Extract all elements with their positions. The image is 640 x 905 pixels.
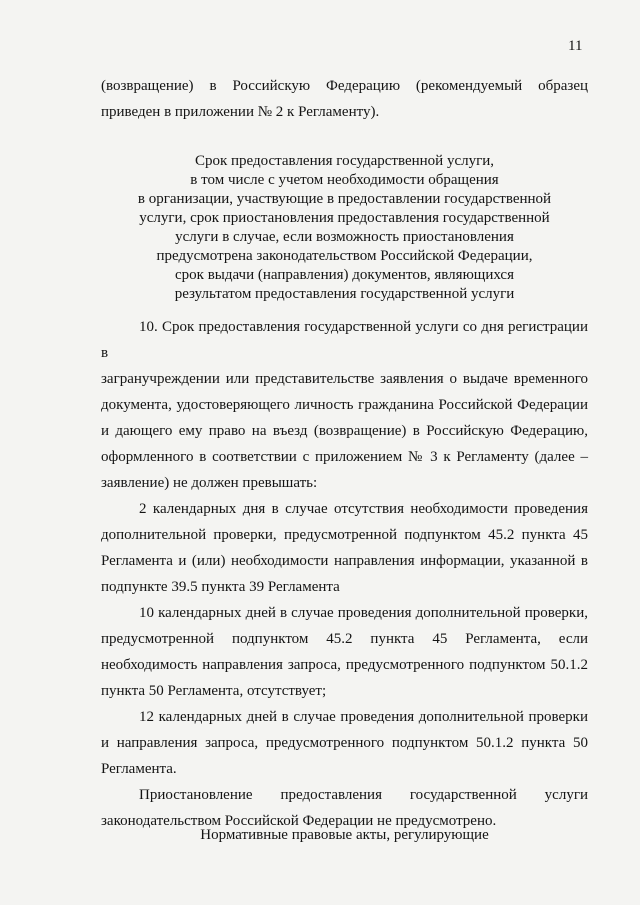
paragraph-line: 2 календарных дня в случае отсутствия необходимости проведения: [139, 501, 588, 517]
intro-text: [101, 73, 588, 125]
heading-line: услуги в случае, если возможность приостановления: [175, 229, 514, 245]
next-section-heading: Нормативные правовые акты, регулирующие: [200, 827, 489, 843]
paragraph-12-days: [101, 704, 588, 782]
paragraph-line: 12 календарных дней в случае проведения дополнительной проверки: [139, 709, 588, 725]
paragraph-line: заявление) не должен превышать:: [101, 475, 318, 491]
heading-line: услуги, срок приостановления предоставления государственной: [139, 210, 550, 226]
paragraph-10-days: [101, 600, 588, 704]
paragraph-line: и дающего ему право на въезд (возвращение) в Российскую Федерацию,: [101, 423, 588, 439]
paragraph-line: и направления запроса, предусмотренного подпунктом 50.1.2 пункта 50: [101, 735, 588, 751]
page-number: 11: [568, 38, 583, 54]
intro-line: приведен в приложении № 2 к Регламенту).: [101, 104, 380, 120]
heading-line: результатом предоставления государственной услуги: [174, 286, 515, 302]
heading-line: в организации, участвующие в предоставлении государственной: [137, 191, 552, 207]
paragraph-line: предусмотренной подпунктом 45.2 пункта 45 Регламента, если: [101, 631, 588, 647]
paragraph-line: Регламента.: [101, 761, 177, 777]
paragraph-2-days: [101, 496, 588, 600]
heading-line: срок выдачи (направления) документов, являющихся: [175, 267, 514, 283]
heading-line: в том числе с учетом необходимости обращения: [190, 172, 499, 188]
paragraph-line: документа, удостоверяющего личность гражданина Российской Федерации: [101, 397, 588, 413]
paragraph-line: пункта 50 Регламента, отсутствует;: [101, 683, 327, 699]
paragraph-line: загранучреждении или представительстве заявления о выдаче временного: [101, 371, 588, 387]
heading-line: Срок предоставления государственной услуги,: [194, 153, 495, 169]
paragraph-line: 10. Срок предоставления государственной услуги со дня регистрации в: [101, 319, 588, 361]
paragraph-line: дополнительной проверки, предусмотренной подпунктом 45.2 пункта 45: [101, 527, 588, 543]
intro-line: (возвращение) в Российскую Федерацию (рекомендуемый образец: [101, 78, 588, 94]
paragraph-line: подпункте 39.5 пункта 39 Регламента: [101, 579, 340, 595]
section-heading: [101, 152, 588, 304]
paragraph-line: Регламента и (или) необходимости направления информации, указанной в: [101, 553, 588, 569]
heading-line: предусмотрена законодательством Российской Федерации,: [156, 248, 533, 264]
paragraph-line: Приостановление предоставления государственной услуги: [139, 787, 588, 803]
paragraph-line: оформленного в соответствии с приложением № 3 к Регламенту (далее –: [101, 449, 588, 465]
section-body: [101, 314, 588, 834]
paragraph-line: необходимость направления запроса, предусмотренного подпунктом 50.1.2: [101, 657, 588, 673]
paragraph-line: законодательством Российской Федерации не предусмотрено.: [101, 813, 497, 829]
paragraph-10: [101, 314, 588, 496]
paragraph-line: 10 календарных дней в случае проведения дополнительной проверки,: [139, 605, 588, 621]
